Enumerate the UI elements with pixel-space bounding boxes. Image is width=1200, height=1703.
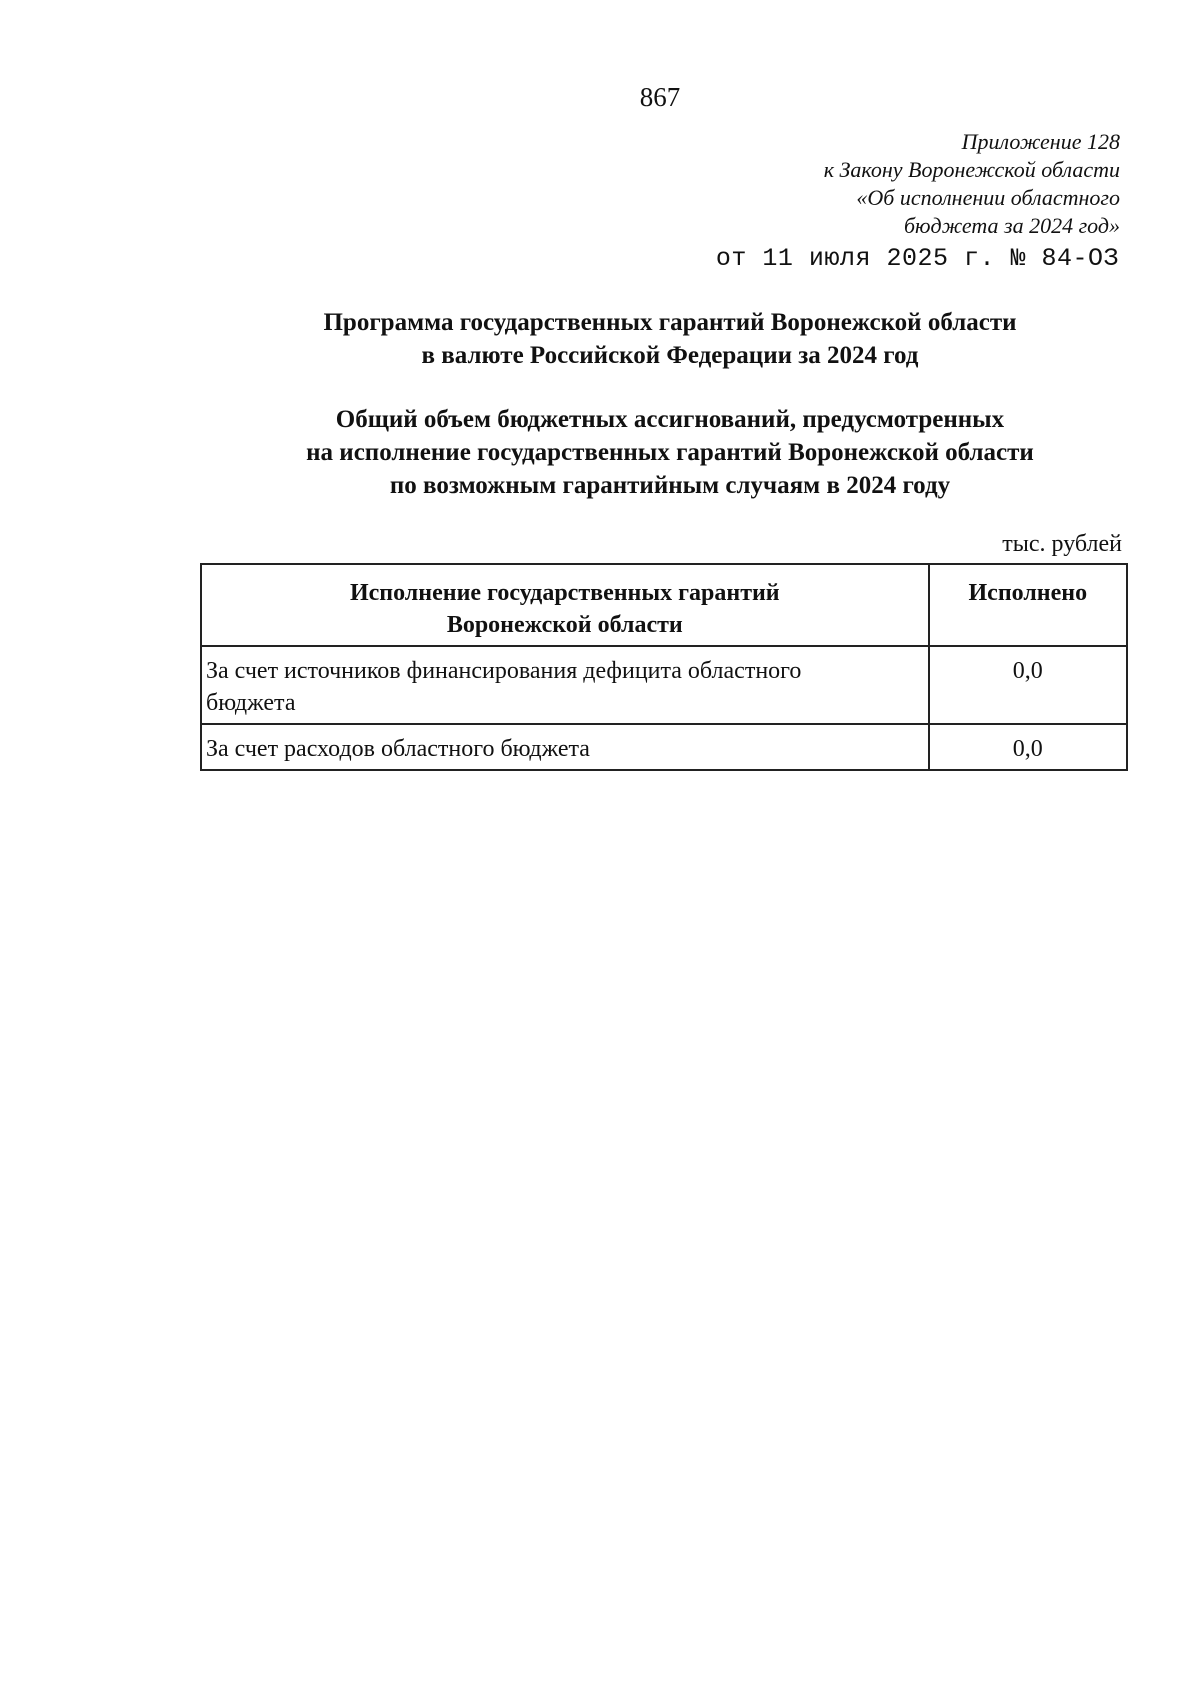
row-label-text: За счет источников финансирования дефицита областного: [206, 658, 802, 684]
title-line: в валюте Российской Федерации за 2024 год: [421, 342, 919, 369]
row-label-cell: [201, 724, 929, 770]
guarantees-table: [200, 563, 1128, 771]
header-text: Исполнение государственных гарантий: [349, 580, 780, 606]
row-value-cell: 0,0: [929, 724, 1127, 770]
units-label: тыс. рублей: [1002, 531, 1122, 557]
table-row: [201, 724, 1127, 770]
row-value-cell: 0,0: [929, 646, 1127, 724]
header-text: Воронежской области: [446, 612, 683, 638]
subtitle-line: на исполнение государственных гарантий Воронежской области: [306, 439, 1034, 466]
appendix-reference: [620, 128, 1120, 240]
appendix-line: бюджета за 2024 год»: [903, 213, 1120, 238]
header-cell-executed: Исполнено: [929, 564, 1127, 646]
subtitle-line: по возможным гарантийным случаям в 2024 году: [389, 472, 951, 499]
row-label-text: бюджета: [206, 690, 296, 716]
header-cell-execution: [201, 564, 929, 646]
appendix-line: Приложение 128: [961, 129, 1120, 154]
decree-stamp: от 11 июля 2025 г. № 84-ОЗ: [715, 244, 1119, 273]
row-label-text: За счет расходов областного бюджета: [206, 736, 590, 762]
document-title: [200, 306, 1140, 372]
subtitle-line: Общий объем бюджетных ассигнований, предусмотренных: [335, 406, 1005, 433]
appendix-line: «Об исполнении областного: [856, 185, 1120, 210]
row-label-cell: [201, 646, 929, 724]
document-subtitle: [200, 403, 1140, 502]
title-line: Программа государственных гарантий Воронежской области: [323, 309, 1017, 336]
table-header-row: [201, 564, 1127, 646]
page-number: 867: [639, 82, 681, 112]
appendix-line: к Закону Воронежской области: [823, 157, 1120, 182]
table-row: [201, 646, 1127, 724]
